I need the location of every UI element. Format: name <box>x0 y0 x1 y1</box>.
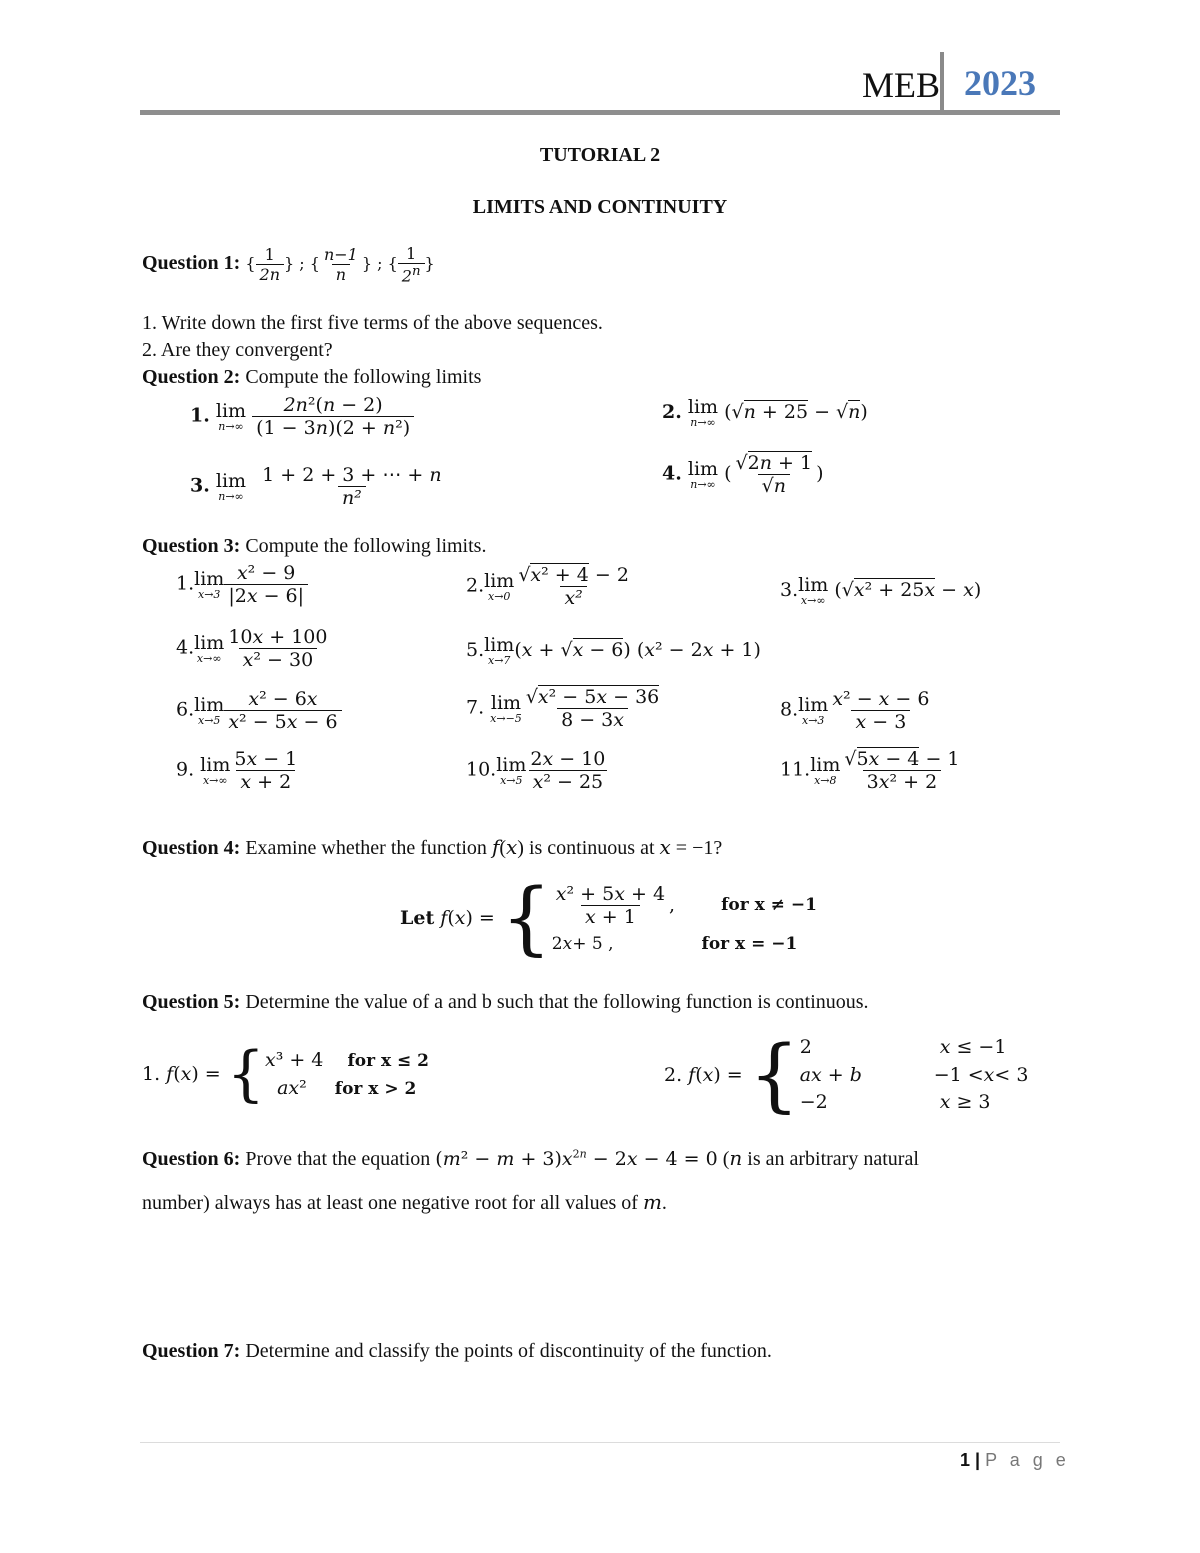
q1-sequences: { $\frac{1}{2n}$ } ; { $\frac{n-1}{n}$ } ; { $\frac{1}{2^n}$ } <box>245 244 435 286</box>
q5-function-2: 2. f(x) = { 2 x ≤ −1 ax + b −1 < x < 3 −2 x ≥ 3 <box>664 1028 1029 1122</box>
q3-limit-6: 6. lim x→5 $\frac{\text{x² − 6x}}{\text{x² − 5x − 6}}$ <box>176 688 342 733</box>
q2-limit-3: 3. lim n→∞ $\frac{1 + 2 + 3 + \cdots + n}{\text{n²}}$ <box>190 464 442 509</box>
q3-limit-5: 5. lim x→7 (x + √x − 6) (x² − 2x + 1) <box>466 634 761 667</box>
q2-limit-1: 1. lim n→∞ $\frac{\text{2n²(n − 2)}}{\text{(1 − 3n)(2 + n²)}}$ <box>190 394 414 439</box>
page-number: 1 <box>960 1450 971 1470</box>
question-1-label: Question 1: <box>142 252 241 275</box>
q3-limit-2: 2. lim x→0 $\frac{\text{√x² + 4 − 2}}{\text{x²}}$ <box>466 564 629 609</box>
q3-limit-4: 4. lim x→∞ $\frac{10x + 100}{\text{x² − 30}}$ <box>176 626 328 671</box>
q4-cond-2: for x = −1 <box>701 933 798 954</box>
question-6-text-b: ( <box>717 1148 730 1170</box>
header-year: 2023 <box>964 63 1036 103</box>
question-2 <box>142 366 481 389</box>
footer-separator: | <box>975 1450 981 1470</box>
q5-cond-1: for x ≤ 2 <box>347 1050 430 1071</box>
q3-limit-7: 7. lim x→−5 $\frac{\text{√x² − 5x − 36}}{8 - 3x}$ <box>466 686 660 731</box>
q3-limit-11: 11. lim x→8 $\frac{√5x - 4 - 1}{\text{3x² + 2}}$ <box>780 748 960 793</box>
page-subtitle: LIMITS AND CONTINUITY <box>472 196 728 218</box>
q5-function-1: 1. f(x) = { x³ + 4 for x ≤ 2 ax² for x > 2 <box>142 1039 430 1109</box>
q3-limit-1: 1. lim x→3 $\frac{\text{x² − 9}}{|2x - 6|}$ <box>176 562 308 607</box>
question-6-text-a: Prove that the equation <box>245 1148 436 1170</box>
question-4-text-a: Examine whether the function <box>245 837 492 859</box>
question-6-label: Question 6: <box>142 1148 241 1170</box>
question-6: Question 6: Prove that the equation $(m^2 - m + 3)x^{2n} - 2x - 4 = 0$ (n is an arbitrary natural <box>142 1146 919 1170</box>
question-2-label: Question 2: <box>142 366 241 388</box>
q3-limit-3: 3. lim x→∞ (√x² + 25x − x) <box>780 574 982 607</box>
q4-cond-1: for x ≠ −1 <box>721 895 817 915</box>
header-rule <box>140 110 1060 115</box>
question-1 <box>142 244 435 285</box>
q2-limit-4: 4. lim n→∞ ( $\frac{√2n + 1}{√n}$ ) <box>662 452 824 497</box>
q4-let: Let <box>400 907 435 929</box>
q4-fx: f <box>491 835 500 859</box>
question-4-label: Question 4: <box>142 837 241 859</box>
question-5-text: Determine the value of a and b such that the following function is continuous. <box>245 991 869 1013</box>
question-4: Question 4: Examine whether the function f(x) is continuous at x = −1? <box>142 835 723 859</box>
question-3-label: Question 3: <box>142 535 241 557</box>
question-3-text: Compute the following limits. <box>245 535 487 557</box>
q3-limit-8: 8. lim x→3 $\frac{\text{x² − x − 6}}{x - 3}$ <box>780 688 930 733</box>
question-7-text: Determine and classify the points of discontinuity of the function. <box>245 1340 772 1362</box>
page-title: TUTORIAL 2 <box>539 144 661 166</box>
q5-cond-2: for x > 2 <box>334 1079 417 1099</box>
question-6-text-c: is an arbitrary natural <box>742 1148 919 1170</box>
q1-item-1: 1. Write down the first five terms of the above sequences. <box>142 312 603 334</box>
question-5 <box>142 991 869 1014</box>
q3-limit-10: 10. lim x→5 $\frac{2x - 10}{\text{x² − 25}}$ <box>466 748 606 793</box>
question-2-text: Compute the following limits <box>245 366 482 388</box>
question-4-text-c: ? <box>713 837 723 859</box>
q2-limit-2: 2. lim n→∞ (√n + 25 − √n) <box>662 396 868 429</box>
q1-item-2: 2. Are they convergent? <box>142 339 333 361</box>
header-left: MEB <box>862 65 941 105</box>
question-4-text-b: is continuous at <box>523 837 660 859</box>
footer-rule <box>140 1442 1060 1443</box>
question-6-line-2: number) always has at least one negative root for all values of m. <box>142 1190 667 1214</box>
question-6-text-d: number) always has at least one negative root for all values of <box>142 1192 643 1214</box>
question-7 <box>142 1340 772 1363</box>
question-3 <box>142 535 486 558</box>
footer <box>960 1450 1070 1471</box>
header-divider <box>940 52 944 112</box>
question-5-label: Question 5: <box>142 991 241 1013</box>
q4-piecewise: Let f(x) = { $\frac{\text{x² + 5x + 4}}{x + 1}$ , for x ≠ −1 2 x + 5 , for x = −1 <box>400 871 817 964</box>
question-7-label: Question 7: <box>142 1340 241 1362</box>
q3-limit-9: 9. lim x→∞ $\frac{5x - 1}{x + 2}$ <box>176 748 298 793</box>
page-label: P a g e <box>985 1450 1070 1470</box>
